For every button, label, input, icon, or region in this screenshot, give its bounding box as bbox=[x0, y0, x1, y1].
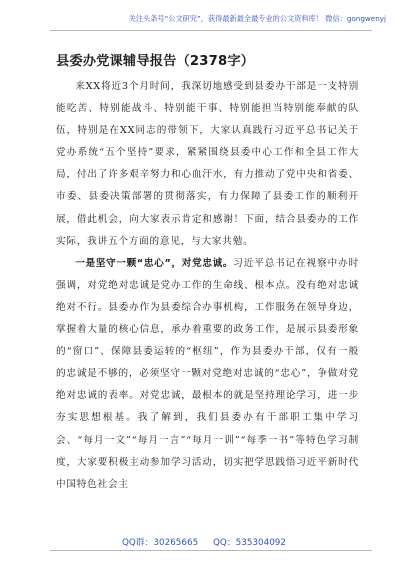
footer-contact bbox=[0, 535, 408, 548]
document-title: 县委办党课辅导报告（2378字） bbox=[56, 54, 255, 69]
paragraph-intro: 来XX将近3个月时间，我深切地感受到县委办干部是一支特别能吃苦、特别能战斗、特别能干事、特别能担当特别能奉献的队伍，特别是在XX同志的带领下，大家认真践行习近平总书记关于党办系统“五个坚持”要求，紧紧围绕县委中心工作和全县工作大局，付出了许多艰辛努力和心血汗水，有力推动了党中央和省委、市委、县委决策部署的贯彻落实，有力保障了县委工作的顺利开展，借此机会，向大家表示肯定和感谢！下面，结合县委办的工作实际，我讲五个方面的意见，与大家共勉。 bbox=[56, 81, 359, 247]
paragraph-body: 习近平总书记在视察中办时强调，对党绝对忠诚是党办工作的生命线、根本点。没有绝对忠诚绝对不行。县委办作为县委综合办事机构，工作服务在领导身边，掌握着大量的核心信息，承办着重要的政务工作，是展示县委形象的“窗口”、保障县委运转的“枢纽”，作为县委办干部，仅有一般的忠诚是不够的，必须坚守一颗对党绝对忠诚的“忠心”，争做对党绝对忠诚的表率。对党忠诚，最根本的就是坚持理论学习，进一步夯实思想根基。我了解到，我们县委办有干部职工集中学习会、“每月一文”“每月一言”“每月一训”“每季一书”等特色学习制度，大家要积极主动参加学习活动，切实把学思践悟习近平新时代中国特色社会主 bbox=[56, 257, 359, 490]
paragraph-lead: 一是坚守一颗“忠心”，对党忠诚。 bbox=[75, 257, 234, 269]
header-notice: 关注头条号“公文研究”，获得最新最全最专业的公文资料库！ 微信：gongwenyj bbox=[128, 14, 386, 23]
header-divider bbox=[50, 30, 372, 31]
footer-divider bbox=[50, 550, 372, 551]
footer-qq-group: QQ群：30265665 bbox=[121, 538, 199, 548]
paragraph-loyalty bbox=[56, 253, 359, 496]
document-body bbox=[56, 76, 359, 496]
footer-qq: QQ：535304092 bbox=[212, 538, 287, 548]
